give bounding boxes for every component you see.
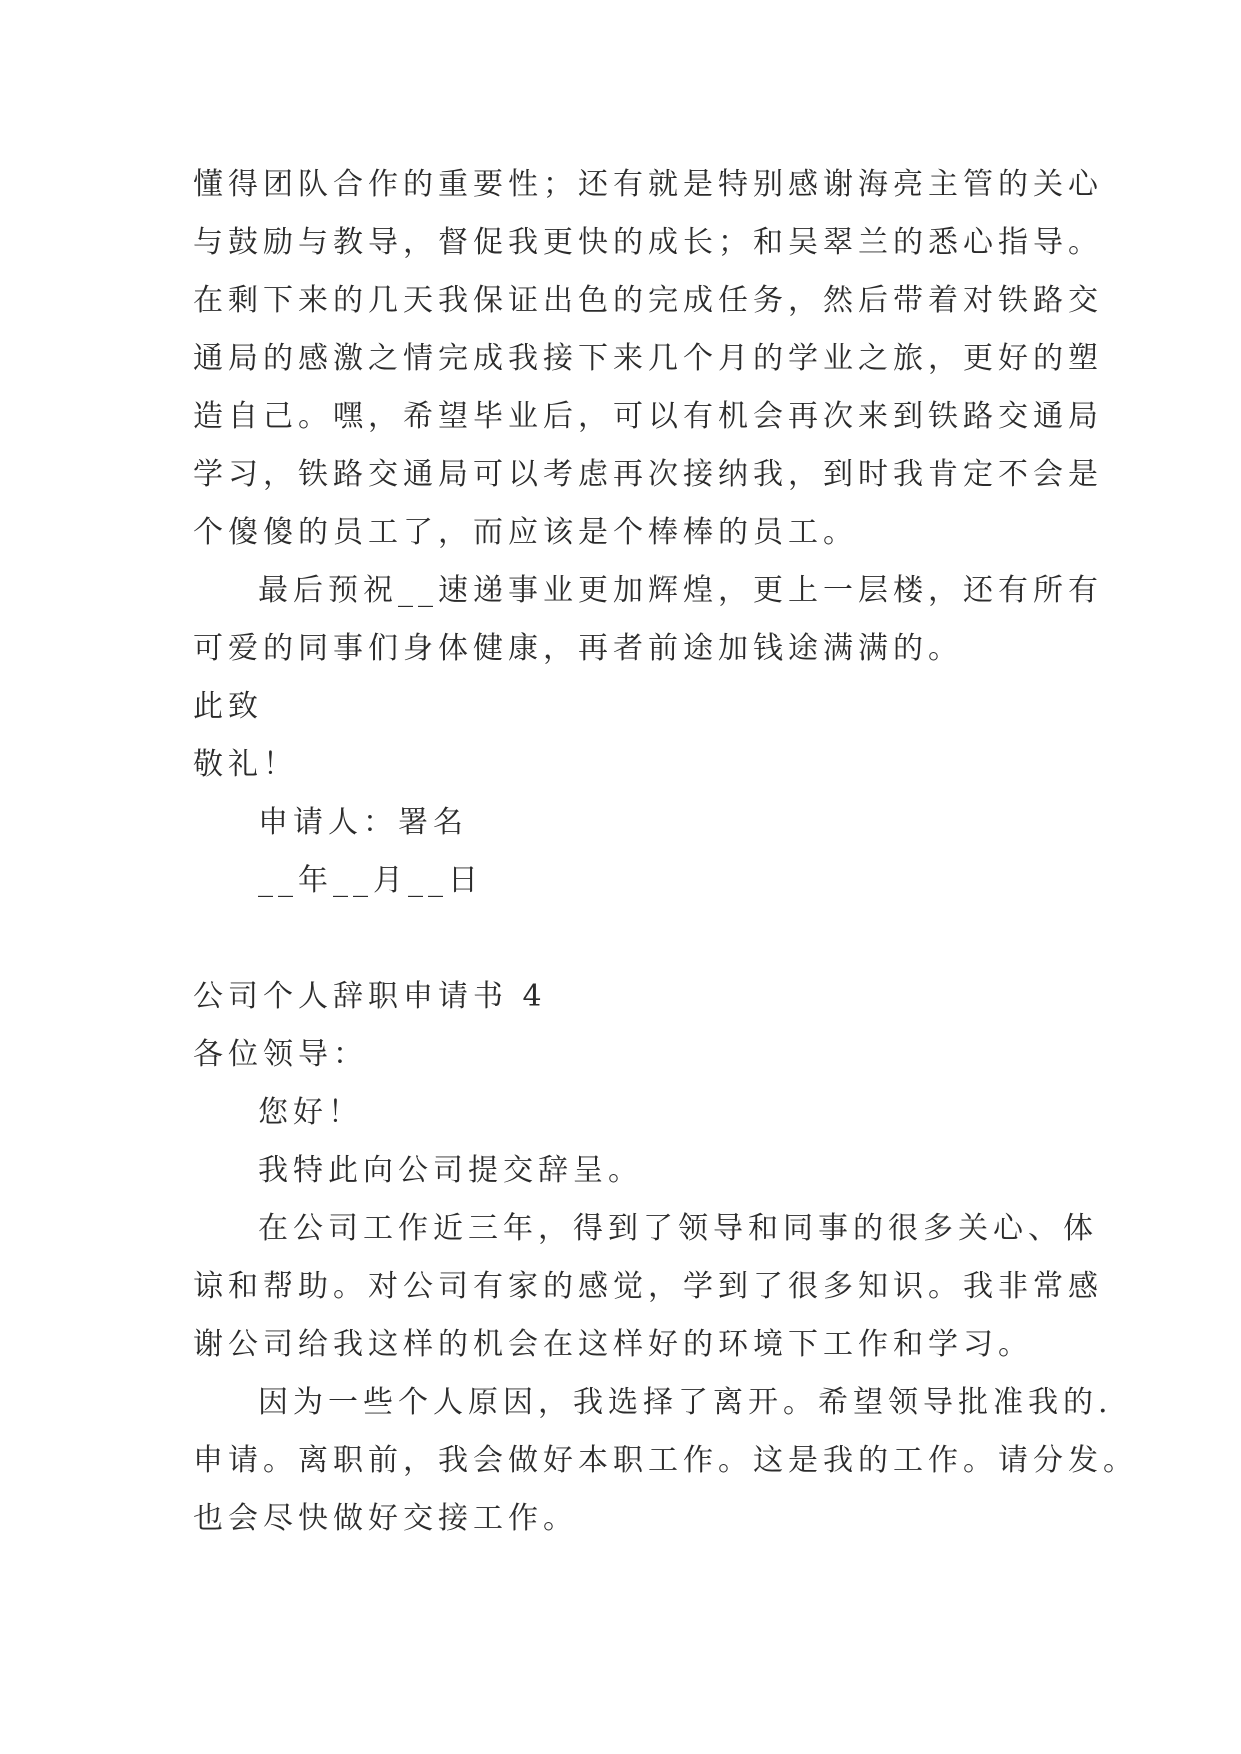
intro-line: 我特此向公司提交辞呈。 bbox=[258, 1153, 643, 1188]
greeting: 您好！ bbox=[258, 1095, 363, 1130]
text-line: 通局的感激之情完成我接下来几个月的学业之旅，更好的塑 bbox=[193, 341, 1103, 376]
text-line: 与鼓励与教导，督促我更快的成长；和吴翠兰的悉心指导。 bbox=[193, 225, 1103, 260]
text-line: 在剩下来的几天我保证出色的完成任务，然后带着对铁路交 bbox=[193, 283, 1103, 318]
text-line: 学习，铁路交通局可以考虑再次接纳我，到时我肯定不会是 bbox=[193, 457, 1103, 492]
text-line: 谢公司给我这样的机会在这样好的环境下工作和学习。 bbox=[193, 1327, 1033, 1362]
section-title: 公司个人辞职申请书 4 bbox=[193, 979, 547, 1014]
text-line: 懂得团队合作的重要性；还有就是特别感谢海亮主管的关心 bbox=[193, 167, 1103, 202]
text-line: 在公司工作近三年，得到了领导和同事的很多关心、体 bbox=[258, 1211, 1098, 1246]
text-line: 个傻傻的员工了，而应该是个棒棒的员工。 bbox=[193, 515, 858, 550]
closing-line: 此致 bbox=[193, 689, 263, 724]
salutation: 各位领导： bbox=[193, 1037, 368, 1072]
signature-line: 申请人：署名 bbox=[258, 805, 468, 840]
text-line: 可爱的同事们身体健康，再者前途加钱途满满的。 bbox=[193, 631, 963, 666]
text-line: 造自己。嘿，希望毕业后，可以有机会再次来到铁路交通局 bbox=[193, 399, 1103, 434]
closing-line: 敬礼！ bbox=[193, 747, 298, 782]
date-line: __年__月__日 bbox=[258, 863, 483, 898]
text-line: 因为一些个人原因，我选择了离开。希望领导批准我的. bbox=[258, 1385, 1113, 1420]
text-line: 申请。离职前，我会做好本职工作。这是我的工作。请分发。 bbox=[193, 1443, 1138, 1478]
text-line: 也会尽快做好交接工作。 bbox=[193, 1501, 578, 1536]
text-line: 最后预祝__速递事业更加辉煌，更上一层楼，还有所有 bbox=[258, 573, 1103, 608]
text-line: 谅和帮助。对公司有家的感觉，学到了很多知识。我非常感 bbox=[193, 1269, 1103, 1304]
